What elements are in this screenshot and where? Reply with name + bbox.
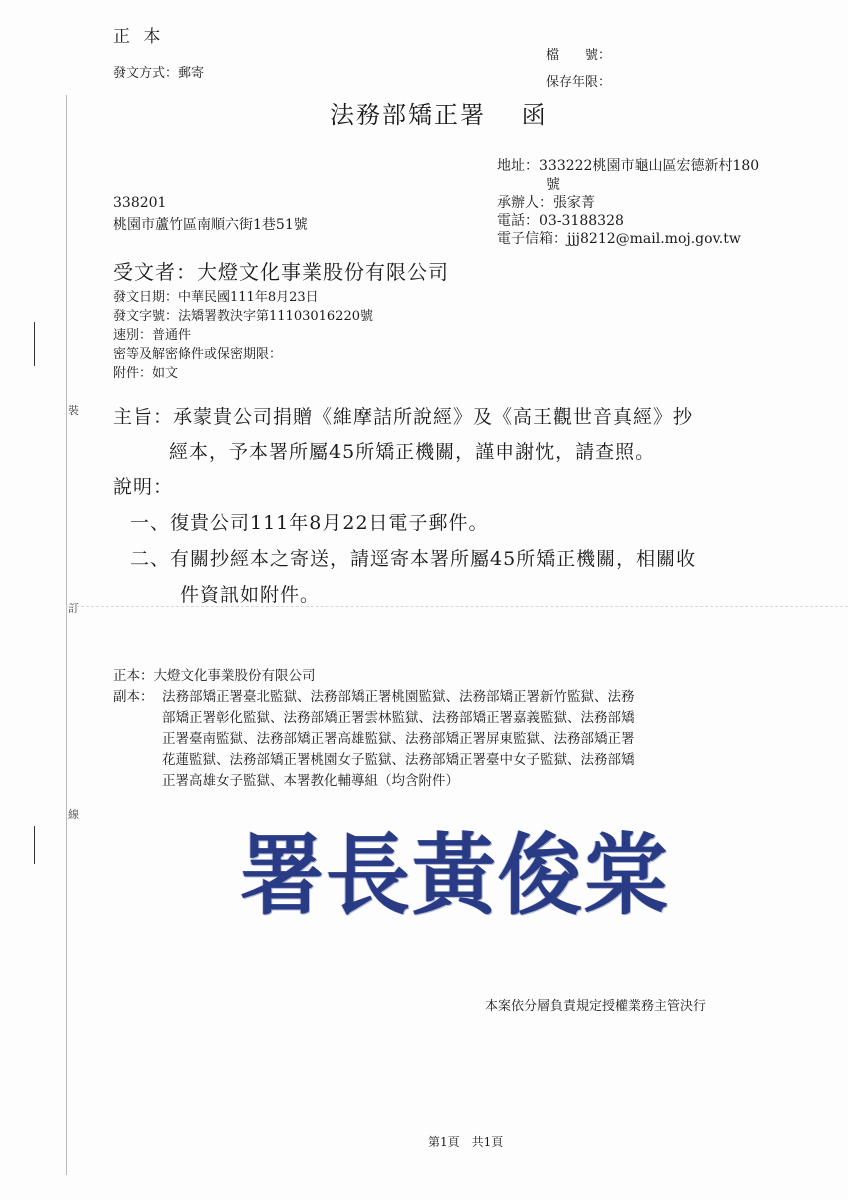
original-recipient: 正本：大燈文化事業股份有限公司 — [113, 668, 316, 684]
copy-recipients-line: 正署臺南監獄、法務部矯正署高雄監獄、法務部矯正署屏東監獄、法務部矯正署 — [162, 731, 635, 747]
retention-period: 保存年限： — [546, 75, 612, 90]
security-level: 密等及解密條件或保密期限： — [113, 347, 283, 362]
page-number: 第1頁 共1頁 — [428, 1135, 504, 1149]
explanation-heading: 說明： — [113, 476, 174, 498]
document-number: 發文字號：法矯署教決字第11103016220號 — [113, 309, 373, 324]
file-number: 檔 號： — [546, 48, 612, 63]
explanation-item-1: 一、復貴公司111年8月22日電子郵件。 — [130, 512, 489, 534]
copy-recipients-line: 正署高雄女子監獄、本署教化輔導組（均含附件） — [162, 773, 459, 789]
binding-tick-top — [34, 322, 35, 366]
recipient-name: 受文者：大燈文化事業股份有限公司 — [113, 260, 449, 284]
delivery-speed: 速別：普通件 — [113, 328, 192, 343]
margin-mark-bind: 裝 — [68, 404, 79, 417]
binding-margin-line — [66, 95, 67, 1175]
margin-mark-line: 線 — [68, 808, 79, 821]
recipient-postal-code: 338201 — [113, 195, 167, 211]
explanation-item-2-cont: 件資訊如附件。 — [180, 584, 321, 606]
margin-mark-stitch: 訂 — [68, 602, 79, 615]
copy-recipients-line: 花蓮監獄、法務部矯正署桃園女子監獄、法務部矯正署臺中女子監獄、法務部矯 — [162, 752, 635, 768]
subject-line-1: 主旨：承蒙貴公司捐贈《維摩詰所說經》及《高王觀世音真經》抄 — [113, 406, 694, 428]
sender-contact: 承辦人：張家菁 — [497, 195, 595, 211]
copy-recipients-line: 部矯正署彰化監獄、法務部矯正署雲林監獄、法務部矯正署嘉義監獄、法務部矯 — [162, 710, 635, 726]
binding-tick-bottom — [34, 826, 35, 864]
send-method: 發文方式：郵寄 — [113, 66, 205, 81]
sender-phone: 電話：03-3188328 — [497, 213, 624, 229]
attachment-note: 附件：如文 — [113, 366, 179, 381]
sender-email: 電子信箱：jjj8212@mail.moj.gov.tw — [497, 231, 741, 247]
recipient-address: 桃園市蘆竹區南順六街1巷51號 — [113, 217, 308, 233]
director-signature-stamp: 署長黃俊棠 — [240, 823, 671, 928]
copy-recipients-line: 法務部矯正署臺北監獄、法務部矯正署桃園監獄、法務部矯正署新竹監獄、法務 — [162, 689, 635, 705]
copy-label: 副本： — [113, 689, 154, 705]
sender-address-cont: 號 — [546, 177, 560, 193]
authorization-note: 本案依分層負責規定授權業務主管決行 — [485, 999, 707, 1014]
sender-address: 地址：333222桃園市龜山區宏德新村180 — [497, 158, 760, 174]
subject-line-2: 經本，予本署所屬45所矯正機關，謹申謝忱，請查照。 — [169, 441, 656, 463]
explanation-item-2: 二、有關抄經本之寄送，請逕寄本署所屬45所矯正機關，相關收 — [130, 548, 697, 570]
issue-date: 發文日期：中華民國111年8月23日 — [113, 290, 319, 305]
document-title: 法務部矯正署 函 — [330, 101, 548, 129]
copy-type-label: 正 本 — [113, 27, 165, 47]
